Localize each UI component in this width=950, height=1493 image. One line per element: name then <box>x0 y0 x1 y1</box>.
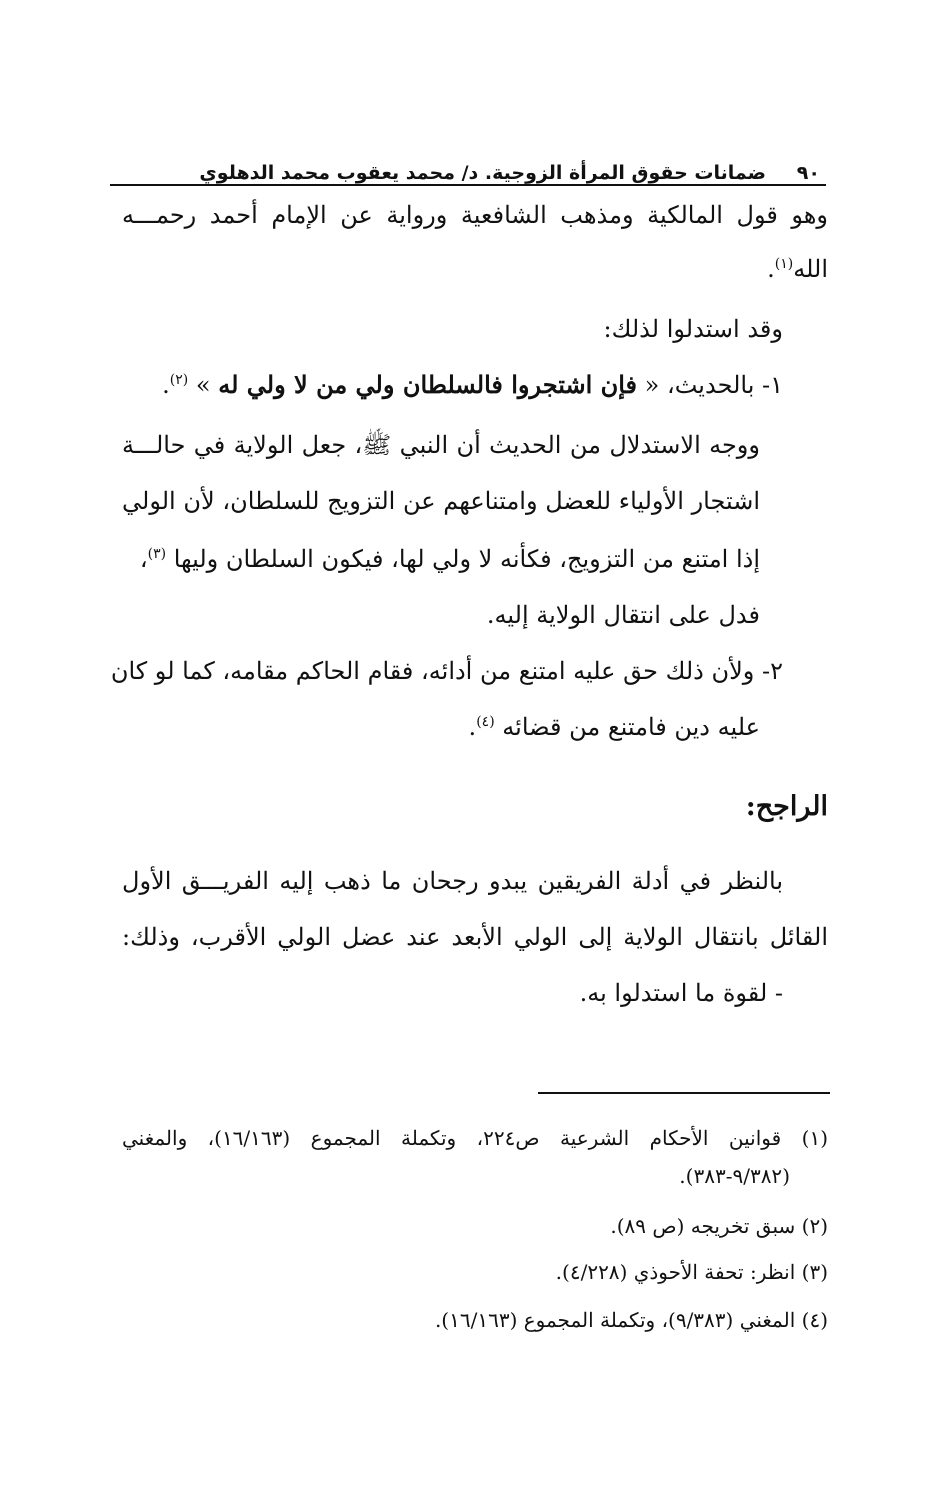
page-number: ٩٠ <box>796 162 820 184</box>
header-title: ضمانات حقوق المرأة الزوجية. د/ محمد يعقوب محمد الدهلوي <box>199 162 766 184</box>
body-line-12: القائل بانتقال الولاية إلى الولي الأبعد عند عضل الولي الأقرب، وذلك: <box>122 923 828 951</box>
body-line-3: وقد استدلوا لذلك: <box>603 315 783 343</box>
hadith-line: ١- بالحديث، « فإن اشتجروا فالسلطان ولي من لا ولي له » $^{(٢)}$. <box>162 370 783 399</box>
footnote-divider <box>538 1092 830 1094</box>
footnote-1-cont: (٩/٣٨٢-٣٨٣). <box>679 1164 790 1188</box>
body-line-8: فدل على انتقال الولاية إليه. <box>486 601 760 629</box>
hadith-text: فإن اشتجروا فالسلطان ولي من لا ولي له <box>218 370 638 399</box>
body-line-11: بالنظر في أدلة الفريقين يبدو رجحان ما ذهب إليه الفريـــق الأول <box>122 867 784 895</box>
footnote-4: (٤) المغني (٩/٣٨٣)، وتكملة المجموع (١٦/١٦٣). <box>434 1308 828 1332</box>
body-line-13: - لقوة ما استدلوا به. <box>579 979 783 1007</box>
footnote-ref-3[interactable]: (٣) <box>147 546 167 562</box>
footnote-2: (٢) سبق تخريجه (ص ٨٩). <box>610 1214 828 1238</box>
body-line-6: اشتجار الأولياء للعضل وامتناعهم عن التزويج للسلطان، لأن الولي <box>122 487 760 515</box>
body-line-5: ووجه الاستدلال من الحديث أن النبي ﷺ، جعل الولاية في حالـــة <box>122 431 760 459</box>
section-heading: الراجح: <box>745 791 828 822</box>
body-line-10: عليه دين فامتنع من قضائه $^{(٤)}$. <box>468 713 760 741</box>
footnote-3: (٣) انظر: تحفة الأحوذي (٤/٢٢٨). <box>555 1260 828 1284</box>
footnote-ref-1[interactable]: (١) <box>774 256 794 272</box>
footnote-1: (١) قوانين الأحكام الشرعية ص٢٢٤، وتكملة المجموع (١٦/١٦٣)، والمغني <box>122 1126 828 1150</box>
footnote-ref-4[interactable]: (٤) <box>476 714 495 730</box>
body-line-9: ٢- ولأن ذلك حق عليه امتنع من أدائه، فقام الحاكم مقامه، كما لو كان <box>110 657 783 685</box>
footnote-ref-2[interactable]: (٢) <box>169 372 189 388</box>
body-line-2: الله$^{(١)}$. <box>767 255 828 283</box>
running-header <box>110 158 826 186</box>
body-line-1: وهو قول المالكية ومذهب الشافعية ورواية عن الإمام أحمد رحمـــه <box>122 201 829 229</box>
body-line-7: إذا امتنع من التزويج، فكأنه لا ولي لها، فيكون السلطان وليها $^{(٣)}$، <box>139 545 760 573</box>
